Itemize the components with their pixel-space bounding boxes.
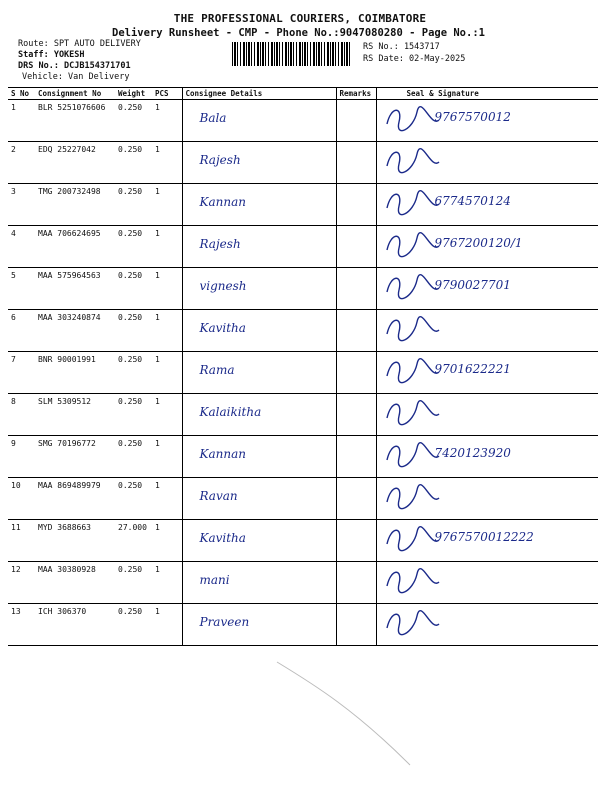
signature-scribble [383, 564, 443, 596]
col-header: Remarks [336, 88, 376, 100]
row-sno: 11 [8, 520, 35, 562]
row-pcs: 1 [152, 352, 182, 394]
row-sno: 4 [8, 226, 35, 268]
signature-cell [376, 604, 598, 646]
consignee-name [182, 394, 336, 436]
row-weight: 0.250 [115, 436, 152, 478]
consignee-name [182, 478, 336, 520]
row-pcs: 1 [152, 268, 182, 310]
handwritten-consignee: Kavitha [199, 531, 246, 545]
signature-cell [376, 352, 598, 394]
col-header: PCS [152, 88, 182, 100]
col-header: Weight [115, 88, 152, 100]
handwritten-consignee: Rama [199, 363, 235, 377]
remarks-cell [336, 436, 376, 478]
signature-cell [376, 100, 598, 142]
consignee-name [182, 604, 336, 646]
remarks-cell [336, 394, 376, 436]
handwritten-consignee: Kannan [199, 195, 246, 209]
row-weight: 0.250 [115, 100, 152, 142]
signature-scribble [383, 480, 443, 512]
row-sno: 9 [8, 436, 35, 478]
drs-label: DRS No.: DCJB154371701 [18, 61, 131, 71]
signature-scribble [383, 606, 443, 638]
row-weight: 0.250 [115, 352, 152, 394]
handwritten-phone: 9767570012222 [434, 530, 534, 544]
consignee-name [182, 100, 336, 142]
row-weight: 0.250 [115, 142, 152, 184]
barcode-image [232, 42, 350, 66]
remarks-cell [336, 352, 376, 394]
row-pcs: 1 [152, 562, 182, 604]
row-weight: 0.250 [115, 268, 152, 310]
row-pcs: 1 [152, 100, 182, 142]
handwritten-consignee: Praveen [199, 615, 250, 629]
consignment-no: BNR 90001991 [35, 352, 115, 394]
consignee-name [182, 184, 336, 226]
handwritten-phone: 9701622221 [434, 362, 511, 376]
row-sno: 13 [8, 604, 35, 646]
handwritten-phone: 9767200120/1 [434, 236, 523, 250]
table-header-row [8, 88, 598, 100]
handwritten-phone: 7420123920 [434, 446, 511, 460]
remarks-cell [336, 142, 376, 184]
consignment-no: BLR 5251076606 [35, 100, 115, 142]
signature-cell [376, 226, 598, 268]
signature-scribble [383, 228, 443, 260]
consignment-no: TMG 200732498 [35, 184, 115, 226]
handwritten-consignee: Bala [199, 111, 227, 125]
row-weight: 0.250 [115, 184, 152, 226]
consignee-name [182, 310, 336, 352]
remarks-cell [336, 478, 376, 520]
remarks-cell [336, 100, 376, 142]
row-sno: 2 [8, 142, 35, 184]
consignment-no: SLM 5309512 [35, 394, 115, 436]
remarks-cell [336, 604, 376, 646]
signature-cell [376, 436, 598, 478]
row-pcs: 1 [152, 520, 182, 562]
consignee-name [182, 562, 336, 604]
table-row [8, 478, 598, 520]
signature-cell [376, 184, 598, 226]
row-weight: 0.250 [115, 310, 152, 352]
signature-scribble [383, 438, 443, 470]
row-pcs: 1 [152, 184, 182, 226]
row-weight: 0.250 [115, 562, 152, 604]
table-row [8, 142, 598, 184]
handwritten-phone: 6774570124 [434, 194, 511, 208]
row-weight: 27.000 [115, 520, 152, 562]
consignment-no: MAA 575964563 [35, 268, 115, 310]
signature-cell [376, 310, 598, 352]
col-header: Consignee Details [182, 88, 336, 100]
signature-scribble [383, 186, 443, 218]
consignee-name [182, 436, 336, 478]
remarks-cell [336, 184, 376, 226]
signature-cell [376, 394, 598, 436]
table-row [8, 268, 598, 310]
handwritten-phone: 9767570012 [434, 110, 511, 124]
row-sno: 10 [8, 478, 35, 520]
handwritten-consignee: mani [199, 573, 230, 587]
consignment-no: MAA 869489979 [35, 478, 115, 520]
rs-date: RS Date: 02-May-2025 [363, 54, 466, 64]
row-weight: 0.250 [115, 394, 152, 436]
table-row [8, 226, 598, 268]
runsheet-table [8, 87, 598, 646]
signature-scribble [383, 396, 443, 428]
remarks-cell [336, 268, 376, 310]
consignment-no: MAA 30380928 [35, 562, 115, 604]
handwritten-consignee: Kavitha [199, 321, 246, 335]
row-sno: 12 [8, 562, 35, 604]
signature-scribble [383, 522, 443, 554]
signature-cell [376, 478, 598, 520]
row-sno: 5 [8, 268, 35, 310]
consignee-name [182, 268, 336, 310]
table-row [8, 562, 598, 604]
handwritten-consignee: Rajesh [199, 153, 241, 167]
remarks-cell [336, 520, 376, 562]
row-pcs: 1 [152, 142, 182, 184]
table-row [8, 310, 598, 352]
consignment-no: EDQ 25227042 [35, 142, 115, 184]
row-pcs: 1 [152, 226, 182, 268]
signature-cell [376, 142, 598, 184]
table-body [8, 100, 598, 646]
consignee-name [182, 352, 336, 394]
row-sno: 7 [8, 352, 35, 394]
consignment-no: MAA 303240874 [35, 310, 115, 352]
row-sno: 8 [8, 394, 35, 436]
consignee-name [182, 142, 336, 184]
table-row [8, 604, 598, 646]
signature-scribble [383, 144, 443, 176]
table-row [8, 394, 598, 436]
consignment-no: ICH 306370 [35, 604, 115, 646]
pen-stroke-mark [275, 660, 415, 770]
col-header: Seal & Signature [376, 88, 598, 100]
col-header: S No [8, 88, 35, 100]
handwritten-consignee: Ravan [199, 489, 238, 503]
signature-cell [376, 520, 598, 562]
row-pcs: 1 [152, 394, 182, 436]
table-row [8, 436, 598, 478]
consignment-no: MYD 3688663 [35, 520, 115, 562]
runsheet-subtitle: Delivery Runsheet - CMP - Phone No.:9047080280 - Page No.:1 [112, 27, 485, 39]
remarks-cell [336, 226, 376, 268]
row-pcs: 1 [152, 310, 182, 352]
signature-scribble [383, 102, 443, 134]
signature-cell [376, 562, 598, 604]
row-pcs: 1 [152, 478, 182, 520]
remarks-cell [336, 562, 376, 604]
handwritten-consignee: Kannan [199, 447, 246, 461]
handwritten-consignee: Kalaikitha [199, 405, 262, 419]
row-weight: 0.250 [115, 226, 152, 268]
consignee-name [182, 520, 336, 562]
consignee-name [182, 226, 336, 268]
signature-cell [376, 268, 598, 310]
row-pcs: 1 [152, 436, 182, 478]
handwritten-phone: 9790027701 [434, 278, 511, 292]
route-label: Route: SPT AUTO DELIVERY [18, 39, 141, 49]
handwritten-consignee: vignesh [199, 279, 247, 293]
signature-scribble [383, 354, 443, 386]
row-sno: 3 [8, 184, 35, 226]
rs-number: RS No.: 1543717 [363, 42, 440, 52]
staff-label: Staff: YOKESH [18, 50, 85, 60]
consignment-no: SMG 70196772 [35, 436, 115, 478]
col-header: Consignment No [35, 88, 115, 100]
row-pcs: 1 [152, 604, 182, 646]
row-weight: 0.250 [115, 604, 152, 646]
table-row [8, 100, 598, 142]
signature-scribble [383, 270, 443, 302]
consignment-no: MAA 706624695 [35, 226, 115, 268]
table-row [8, 352, 598, 394]
table-row [8, 184, 598, 226]
table-row [8, 520, 598, 562]
remarks-cell [336, 310, 376, 352]
company-title: THE PROFESSIONAL COURIERS, COIMBATORE [173, 12, 427, 25]
vehicle-label: Vehicle: Van Delivery [22, 72, 130, 82]
row-sno: 6 [8, 310, 35, 352]
row-sno: 1 [8, 100, 35, 142]
handwritten-consignee: Rajesh [199, 237, 241, 251]
signature-scribble [383, 312, 443, 344]
row-weight: 0.250 [115, 478, 152, 520]
